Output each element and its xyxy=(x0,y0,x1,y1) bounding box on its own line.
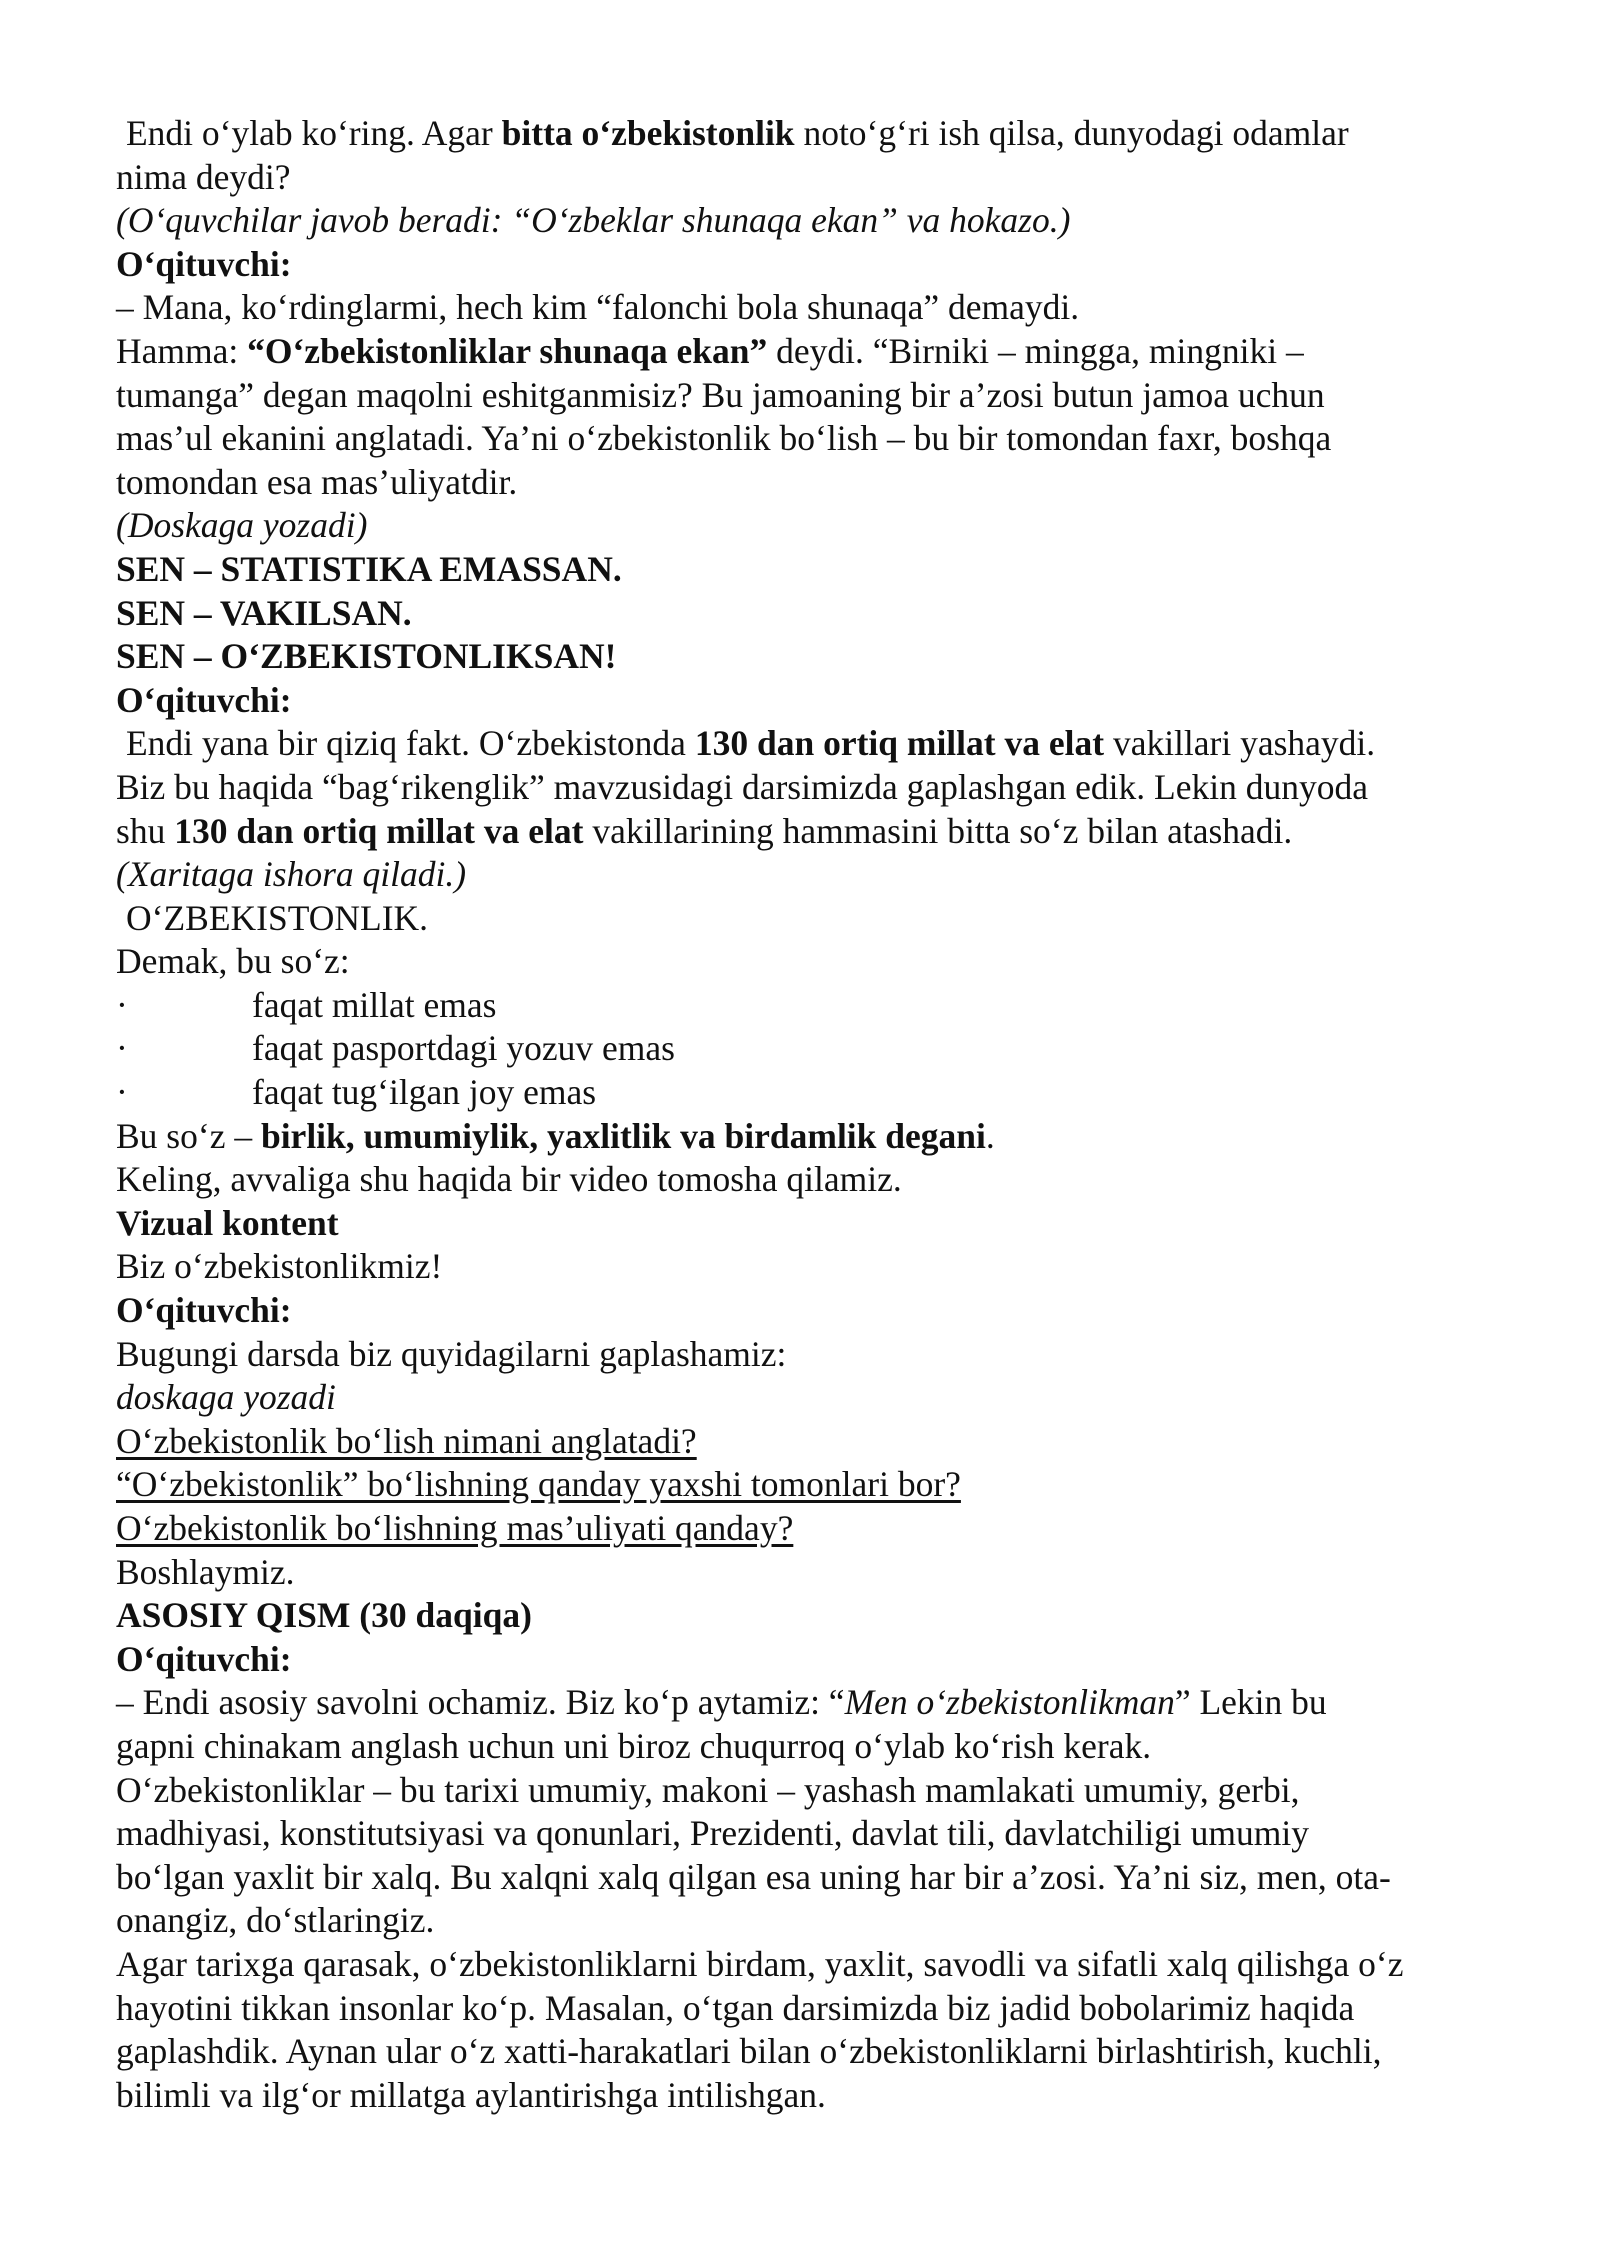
line-content xyxy=(116,811,1292,851)
line-content xyxy=(116,1857,1391,1897)
text-line xyxy=(116,1463,1496,1507)
text-line xyxy=(116,1333,1496,1377)
line-content xyxy=(116,505,367,545)
line-content xyxy=(116,1290,292,1330)
text-segment: Demak, bu so‘z: xyxy=(116,941,350,982)
line-content xyxy=(116,1334,786,1374)
line-content xyxy=(116,1639,292,1679)
text-segment: ” Lekin bu xyxy=(1174,1682,1327,1723)
text-segment: bilimli va ilg‘or millatga aylantirishga intilishgan. xyxy=(116,2074,826,2115)
text-line xyxy=(116,1115,1496,1159)
line-content xyxy=(116,680,292,720)
text-line xyxy=(116,1376,1496,1420)
text-segment: gaplashdik. Aynan ular o‘z xatti-harakatlari bilan o‘zbekistonliklarni birlashtirish, kuchli, xyxy=(116,2031,1382,2072)
line-content xyxy=(116,331,1304,371)
text-line xyxy=(116,112,1496,156)
text-segment: Keling, avvaliga shu haqida bir video tomosha qilamiz. xyxy=(116,1159,902,1200)
text-line xyxy=(116,635,1496,679)
text-line xyxy=(116,592,1496,636)
line-content xyxy=(116,287,1079,327)
text-line xyxy=(116,679,1496,723)
text-line xyxy=(116,199,1496,243)
line-content xyxy=(116,1813,1309,1853)
line-content xyxy=(116,1116,995,1156)
line-content xyxy=(116,1726,1151,1766)
text-segment: O‘zbekistonliklar – bu tarixi umumiy, makoni – yashash mamlakati umumiy, gerbi, xyxy=(116,1769,1300,1810)
line-content xyxy=(116,244,292,284)
line-content xyxy=(116,1944,1404,1984)
text-line xyxy=(116,374,1496,418)
text-segment: Endi o‘ylab ko‘ring. Agar xyxy=(126,113,502,153)
text-line xyxy=(116,1987,1496,2031)
line-content xyxy=(116,157,290,197)
bold-text: SEN – O‘ZBEKISTONLIKSAN! xyxy=(116,636,617,677)
text-line xyxy=(116,1594,1496,1638)
line-content xyxy=(116,593,412,633)
text-line xyxy=(116,243,1496,287)
text-line xyxy=(116,1507,1496,1551)
text-line xyxy=(116,2074,1496,2118)
line-content xyxy=(116,1900,434,1940)
text-segment: Hamma: xyxy=(116,330,248,371)
italic-text: (Doskaga yozadi) xyxy=(116,505,368,546)
text-segment: Bu so‘z – xyxy=(116,1115,261,1156)
line-content xyxy=(116,549,622,589)
line-content xyxy=(126,723,1375,763)
line-content xyxy=(116,200,1070,240)
text-line xyxy=(116,1245,1496,1289)
line-content xyxy=(116,2075,826,2115)
line-content xyxy=(116,1988,1354,2028)
bullet-marker: · xyxy=(116,1028,128,1069)
line-content xyxy=(116,375,1325,415)
line-content xyxy=(116,1246,442,1286)
text-segment: Biz o‘zbekistonlikmiz! xyxy=(116,1246,443,1287)
text-segment: Endi yana bir qiziq fakt. O‘zbekistonda xyxy=(126,723,695,764)
text-segment: Bugungi darsda biz quyidagilarni gaplashamiz: xyxy=(116,1333,787,1374)
text-segment: madhiyasi, konstitutsiyasi va qonunlari, Prezidenti, davlat tili, davlatchiligi umumiy xyxy=(116,1813,1310,1854)
line-content xyxy=(116,1682,1327,1722)
text-line xyxy=(116,330,1496,374)
text-line xyxy=(116,1856,1496,1900)
text-line xyxy=(116,504,1496,548)
text-line xyxy=(116,1812,1496,1856)
line-content xyxy=(252,1071,596,1115)
text-line xyxy=(116,1202,1496,1246)
line-content xyxy=(116,1770,1299,1810)
text-segment: faqat pasportdagi yozuv emas xyxy=(252,1028,675,1069)
text-segment: onangiz, do‘stlaringiz. xyxy=(116,1900,435,1941)
text-segment: nima deydi? xyxy=(116,156,291,197)
text-line xyxy=(116,156,1496,200)
bold-text: 130 dan ortiq millat va elat xyxy=(694,723,1105,764)
text-line xyxy=(116,2030,1496,2074)
text-segment: faqat millat emas xyxy=(252,984,497,1025)
text-segment: – Endi asosiy savolni ochamiz. Biz ko‘p aytamiz: “ xyxy=(116,1682,845,1723)
text-segment: – Mana, ko‘rdinglarmi, hech kim “falonchi bola shunaqa” demaydi. xyxy=(116,287,1080,328)
text-segment: noto‘g‘ri ish qilsa, dunyodagi odamlar xyxy=(794,113,1349,153)
text-segment: bo‘lgan yaxlit bir xalq. Bu xalqni xalq qilgan esa uning har bir a’zosi. Ya’ni siz, men, ota- xyxy=(116,1856,1391,1897)
text-segment: tomondan esa mas’uliyatdir. xyxy=(116,461,518,502)
bullet-item xyxy=(116,1027,1496,1071)
text-line xyxy=(116,853,1496,897)
text-line xyxy=(116,461,1496,505)
text-segment: shu xyxy=(116,810,175,851)
text-line xyxy=(116,1289,1496,1333)
text-line xyxy=(116,1681,1496,1725)
line-content xyxy=(116,1421,697,1461)
text-segment: deydi. “Birniki – mingga, mingniki – xyxy=(767,330,1304,371)
bold-text: bitta o‘zbekistonlik xyxy=(501,113,795,153)
bold-text: 130 dan ortiq millat va elat xyxy=(174,810,584,851)
text-segment: tumanga” degan maqolni eshitganmisiz? Bu jamoaning bir a’zosi butun jamoa uchun xyxy=(116,374,1325,415)
bullet-item xyxy=(116,984,1496,1028)
bold-text: O‘qituvchi: xyxy=(116,1290,292,1331)
line-content xyxy=(126,898,428,938)
text-segment: faqat tug‘ilgan joy emas xyxy=(252,1072,597,1113)
line-content xyxy=(252,1027,675,1071)
bold-text: SEN – VAKILSAN. xyxy=(116,592,412,633)
bold-text: O‘qituvchi: xyxy=(116,679,292,720)
bold-text: O‘qituvchi: xyxy=(116,243,292,284)
text-line xyxy=(116,286,1496,330)
document-body xyxy=(116,112,1496,2117)
line-content xyxy=(116,1595,532,1635)
bold-text: SEN – STATISTIKA EMASSAN. xyxy=(116,548,622,589)
text-line xyxy=(116,1943,1496,1987)
line-content xyxy=(116,636,616,676)
line-content xyxy=(116,1464,961,1504)
bold-text: “O‘zbekistonliklar shunaqa ekan” xyxy=(247,330,768,371)
underlined-text: “O‘zbekistonlik” bo‘lishning qanday yaxshi tomonlari bor? xyxy=(116,1464,961,1505)
bold-text: birlik, umumiylik, yaxlitlik va birdamlik degani xyxy=(260,1115,986,1156)
text-segment: Agar tarixga qarasak, o‘zbekistonliklarni birdam, yaxlit, savodli va sifatli xalq qilishga o‘z xyxy=(116,1943,1404,1984)
line-content xyxy=(116,1159,902,1199)
line-content xyxy=(116,1508,793,1548)
italic-text: (O‘quvchilar javob beradi: “O‘zbeklar shunaqa ekan” va hokazo.) xyxy=(116,200,1071,241)
text-line xyxy=(116,897,1496,941)
italic-text: (Xaritaga ishora qiladi.) xyxy=(116,854,467,895)
bold-text: O‘qituvchi: xyxy=(116,1638,292,1679)
text-segment: Biz bu haqida “bag‘rikenglik” mavzusidagi darsimizda gaplashgan edik. Lekin dunyoda xyxy=(116,766,1368,807)
line-content xyxy=(252,984,496,1028)
text-segment: gapni chinakam anglash uchun uni biroz chuqurroq o‘ylab ko‘rish kerak. xyxy=(116,1725,1152,1766)
text-line xyxy=(116,1158,1496,1202)
text-line xyxy=(116,940,1496,984)
line-content xyxy=(116,854,466,894)
text-line xyxy=(116,810,1496,854)
text-segment: Boshlaymiz. xyxy=(116,1551,295,1592)
italic-text: doskaga yozadi xyxy=(116,1377,336,1418)
text-segment: vakillarining hammasini bitta so‘z bilan atashadi. xyxy=(583,810,1293,851)
text-segment: hayotini tikkan insonlar ko‘p. Masalan, o‘tgan darsimizda biz jadid bobolarimiz haqida xyxy=(116,1987,1355,2028)
bold-text: Vizual kontent xyxy=(116,1202,339,1243)
text-line xyxy=(116,722,1496,766)
text-line xyxy=(116,1725,1496,1769)
line-content xyxy=(116,1377,336,1417)
text-line xyxy=(116,417,1496,461)
text-segment: vakillari yashaydi. xyxy=(1104,723,1376,764)
text-line xyxy=(116,548,1496,592)
line-content xyxy=(116,767,1368,807)
italic-text: Men o‘zbekistonlikman xyxy=(844,1682,1175,1723)
text-line xyxy=(116,1638,1496,1682)
line-content xyxy=(126,113,1349,153)
underlined-text: O‘zbekistonlik bo‘lish nimani anglatadi? xyxy=(116,1420,697,1461)
line-content xyxy=(116,2031,1382,2071)
underlined-text: O‘zbekistonlik bo‘lishning mas’uliyati qanday? xyxy=(116,1508,794,1548)
text-segment: mas’ul ekanini anglatadi. Ya’ni o‘zbekistonlik bo‘lish – bu bir tomondan faxr, boshqa xyxy=(116,418,1332,459)
text-line xyxy=(116,1420,1496,1464)
line-content xyxy=(116,941,350,981)
bullet-marker: · xyxy=(116,1072,128,1113)
line-content xyxy=(116,1203,339,1243)
bullet-item xyxy=(116,1071,1496,1115)
text-line xyxy=(116,1899,1496,1943)
text-line xyxy=(116,766,1496,810)
text-line xyxy=(116,1769,1496,1813)
text-segment: . xyxy=(985,1115,995,1156)
bullet-marker: · xyxy=(116,984,128,1025)
line-content xyxy=(116,462,517,502)
bold-text: ASOSIY QISM (30 daqiqa) xyxy=(116,1595,532,1636)
text-line xyxy=(116,1551,1496,1595)
line-content xyxy=(116,418,1331,458)
text-segment: O‘ZBEKISTONLIK. xyxy=(126,897,429,938)
line-content xyxy=(116,1552,294,1592)
